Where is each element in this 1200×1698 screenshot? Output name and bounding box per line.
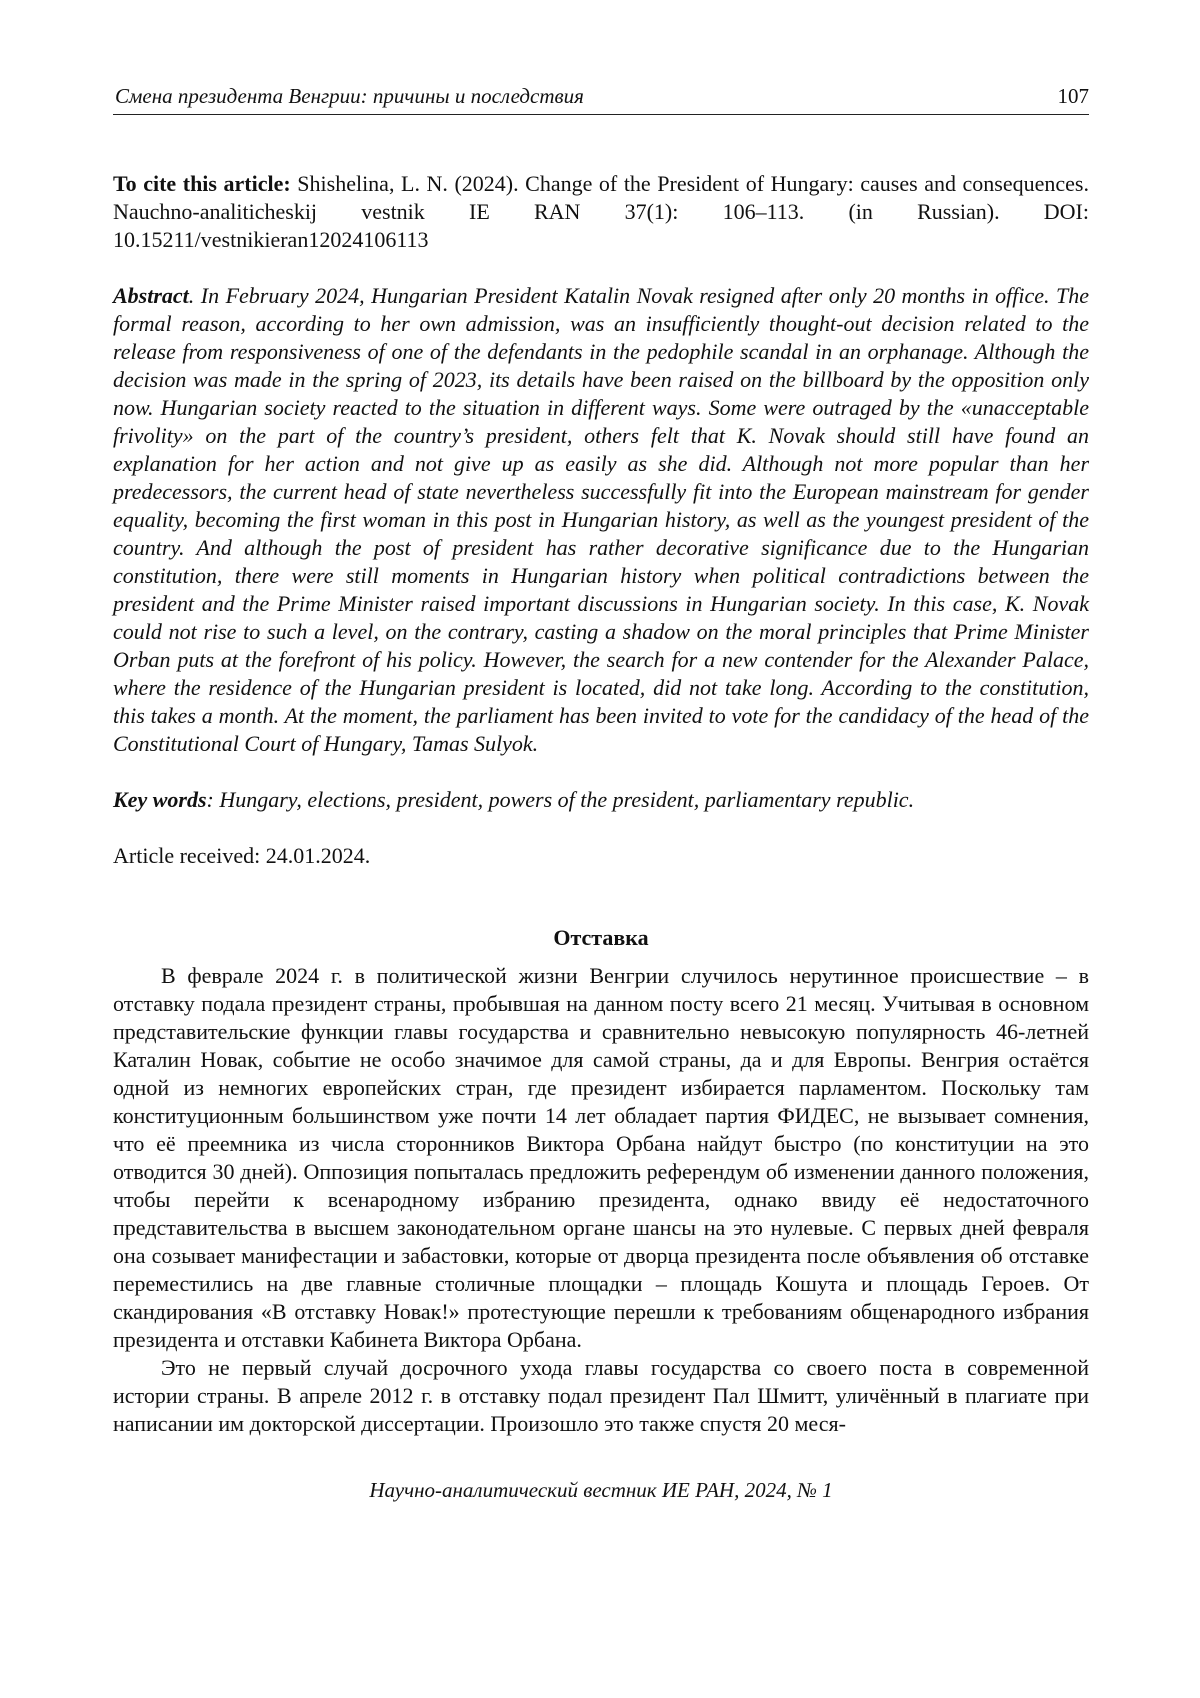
section-body	[113, 962, 1089, 1438]
citation-text: Shishelina, L. N. (2024). Change of the President of Hungary: causes and consequences. Nauchno-analiticheskij vestnik IE RAN 37(1): 106–113. (in Russian). DOI: 10.15211/vestnikieran12024106113	[113, 171, 1089, 252]
article-received: Article received: 24.01.2024.	[113, 843, 371, 868]
body-paragraph: В феврале 2024 г. в политической жизни Венгрии случилось нерутинное происшествие – в отставку подала президент страны, пробывшая на данном посту всего 21 месяц. Учитывая в основном представительские функции главы государства и сравнительно невысокую популярность 46-летней Каталин Новак, событие не особо значимое для самой страны, да и для Европы. Венгрия остаётся одной из немногих европейских стран, где президент избирается парламентом. Поскольку там конституционным большинством уже почти 14 лет обладает партия ФИДЕС, не вызывает сомнения, что её преемника из числа сторонников Виктора Орбана найдут быстро (по конституции на это отводится 30 дней). Оппозиция попыталась предложить референдум об изменении данного положения, чтобы перейти к всенародному избранию президента, однако ввиду её недостаточного представительства в высшем законодательном органе шансы на это нулевые. С первых дней февраля она созывает манифестации и забастовки, которые от дворца президента после объявления об отставке переместились на две главные столичные площадки – площадь Кошута и площадь Героев. От скандирования «В отставку Новак!» протестующие перешли к требованиям общенародного избрания президента и отставки Кабинета Виктора Орбана.	[113, 963, 1089, 1352]
journal-footer: Научно-аналитический вестник ИЕ РАН, 2024, № 1	[369, 1478, 833, 1502]
keywords-text: : Hungary, elections, president, powers of the president, parliamentary republic.	[206, 787, 915, 812]
keywords-label: Key words	[113, 787, 207, 812]
page-number: 107	[1057, 84, 1089, 108]
abstract-label: Abstract	[113, 283, 189, 308]
running-title: Смена президента Венгрии: причины и последствия	[115, 84, 584, 108]
abstract-block	[113, 282, 1089, 758]
body-paragraph: Это не первый случай досрочного ухода главы государства со своего поста в современной истории страны. В апреле 2012 г. в отставку подал президент Пал Шмитт, уличённый в плагиате при написании им докторской диссертации. Произошло это также спустя 20 меся-	[113, 1355, 1089, 1436]
citation-label: To cite this article:	[113, 171, 291, 196]
document-page	[113, 0, 1089, 1698]
section-heading: Отставка	[553, 925, 649, 950]
abstract-text: . In February 2024, Hungarian President Katalin Novak resigned after only 20 months in office. The formal reason, according to her own admission, was an insufficiently thought-out decision related to the release from responsiveness of one of the defendants in the pedophile scandal in an orphanage. Although the decision was made in the spring of 2023, its details have been raised on the billboard by the opposition only now. Hungarian society reacted to the situation in different ways. Some were outraged by the «unacceptable frivolity» on the part of the country’s president, others felt that K. Novak should still have found an explanation for her action and not give up as easily as she did. Although not more popular than her predecessors, the current head of state nevertheless successfully fit into the European mainstream for gender equality, becoming the first woman in this post in Hungarian history, as well as the youngest president of the country. And although the post of president has rather decorative significance due to the Hungarian constitution, there were still moments in Hungarian history when political contradictions between the president and the Prime Minister raised important discussions in Hungarian society. In this case, K. Novak could not rise to such a level, on the contrary, casting a shadow on the moral principles that Prime Minister Orban puts at the forefront of his policy. However, the search for a new contender for the Alexander Palace, where the residence of the Hungarian president is located, did not take long. According to the constitution, this takes a month. At the moment, the parliament has been invited to vote for the candidacy of the head of the Constitutional Court of Hungary, Tamas Sulyok.	[113, 283, 1089, 756]
citation-block	[113, 170, 1089, 254]
keywords-block	[113, 786, 1089, 814]
running-header	[113, 84, 1089, 115]
